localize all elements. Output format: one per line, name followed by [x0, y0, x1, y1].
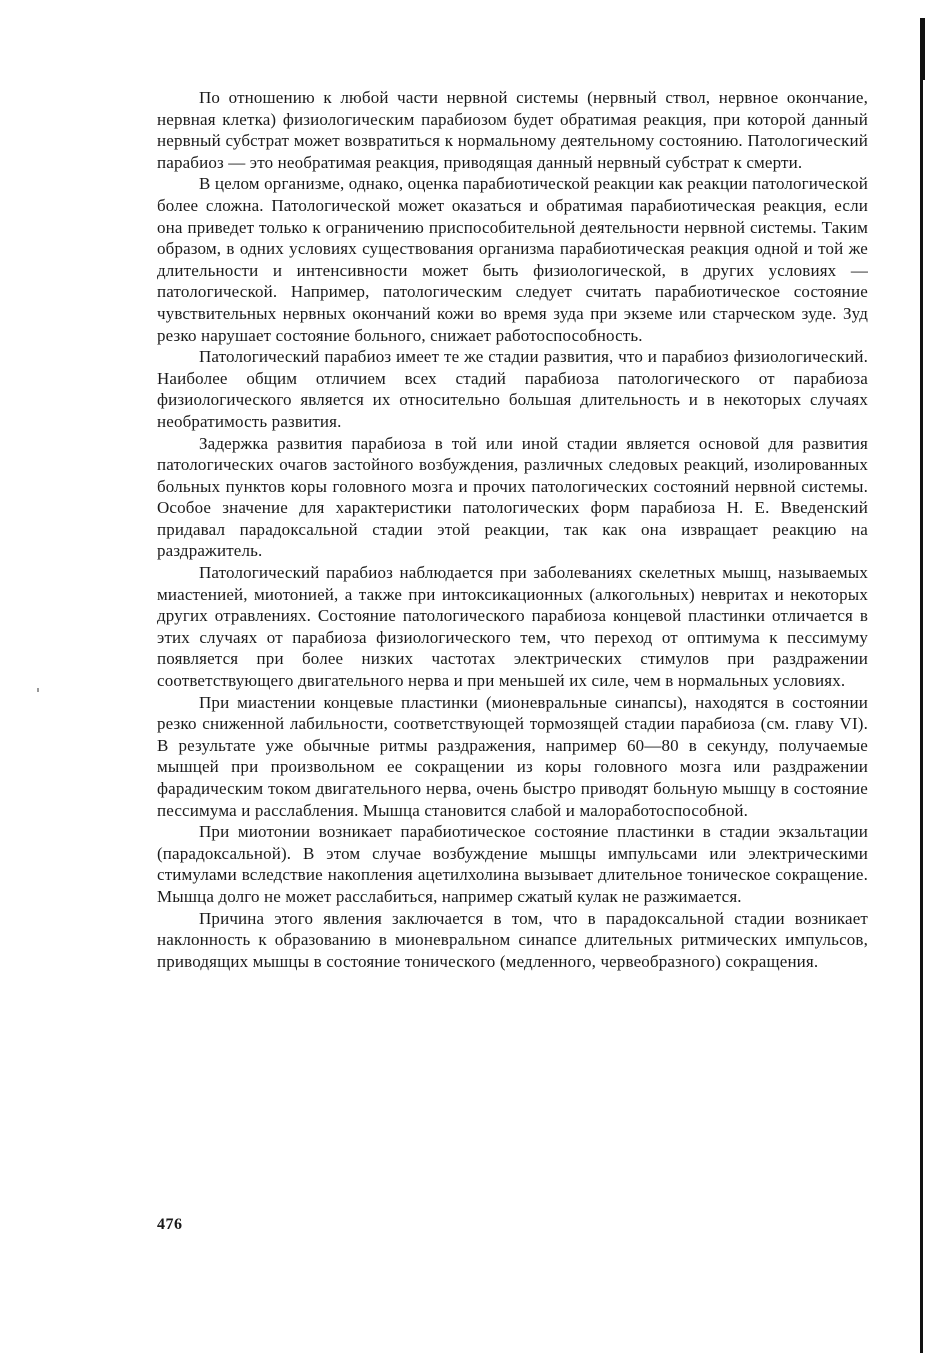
paragraph: При миотонии возникает парабиотическое состояние пластинки в стадии экзальтации (парадоксальной). В этом случае возбуждение мышцы импульсами или электрическими стимулами вследствие накопления ацетилхолина вызывает длительное тоническое сокращение. Мышца долго не может расслабиться, например сжатый кулак не разжимается.	[157, 822, 868, 906]
paragraph: Причина этого явления заключается в том, что в парадоксальной стадии возникает наклонность к образованию в мионевральном синапсе длительных ритмических импульсов, приводящих мышцы в состояние тонического (медленного, червеобразного) сокращения.	[157, 908, 868, 971]
paragraph: Патологический парабиоз имеет те же стадии развития, что и парабиоз физиологический. Наиболее общим отличием всех стадий парабиоза патологического от парабиоза физиологического является их относительно большая длительность и в некоторых случаях необратимость развития.	[157, 347, 868, 431]
paragraph: Патологический парабиоз наблюдается при заболеваниях скелетных мышц, называемых миастенией, миотонией, а также при интоксикационных (алкогольных) невритах и некоторых других отравлениях. Состояние патологического парабиоза концевой пластинки отличается в этих случаях от парабиоза физиологического тем, что переход от оптимума к пессимуму появляется при более низких частотах электрических стимулов при раздражении соответствующего двигательного нерва и при меньшей их силе, чем в нормальных условиях.	[157, 563, 868, 691]
scan-edge-line	[920, 18, 923, 1353]
body-text	[157, 87, 868, 972]
paragraph: Задержка развития парабиоза в той или иной стадии является основой для развития патологических очагов застойного возбуждения, различных следовых реакций, изолированных больных пунктов коры головного мозга и прочих патологических состояний нервной системы. Особое значение для характеристики патологических форм парабиоза Н. Е. Введенский придавал парадоксальной стадии этой реакции, так как она извращает реакцию на раздражитель.	[157, 433, 868, 561]
scan-speck	[37, 688, 39, 692]
paragraph: В целом организме, однако, оценка парабиотической реакции как реакции патологической более сложна. Патологической может оказаться и обратимая парабиотическая реакция, если она приведет только к ограничению приспособительной деятельности нервной системы. Таким образом, в одних условиях существования организма парабиотическая реакция одной и той же длительности и интенсивности может быть физиологической, в других условиях — патологической. Например, патологическим следует считать парабиотическое состояние чувствительных нервных окончаний кожи во время зуда при экземе или старческом зуде. Зуд резко нарушает состояние больного, снижает работоспособность.	[157, 174, 868, 345]
paragraph: При миастении концевые пластинки (мионевральные синапсы), находятся в состоянии резко сниженной лабильности, соответствующей тормозящей стадии парабиоза (см. главу VI). В результате уже обычные ритмы раздражения, например 60—80 в секунду, получаемые мышцей при произвольном ее сокращении из коры головного мозга или раздражении фарадическим током двигательного нерва, очень быстро приводят больную мышцу в состояние пессимума и расслабления. Мышца становится слабой и малоработоспособной.	[157, 692, 868, 820]
page-number: 476	[157, 1216, 183, 1233]
paragraph: По отношению к любой части нервной системы (нервный ствол, нервное окончание, нервная клетка) физиологическим парабиозом будет обратимая реакция, при которой данный нервный субстрат может возвратиться к нормальному деятельному состоянию. Патологический парабиоз — это необратимая реакция, приводящая данный нервный субстрат к смерти.	[157, 88, 868, 172]
